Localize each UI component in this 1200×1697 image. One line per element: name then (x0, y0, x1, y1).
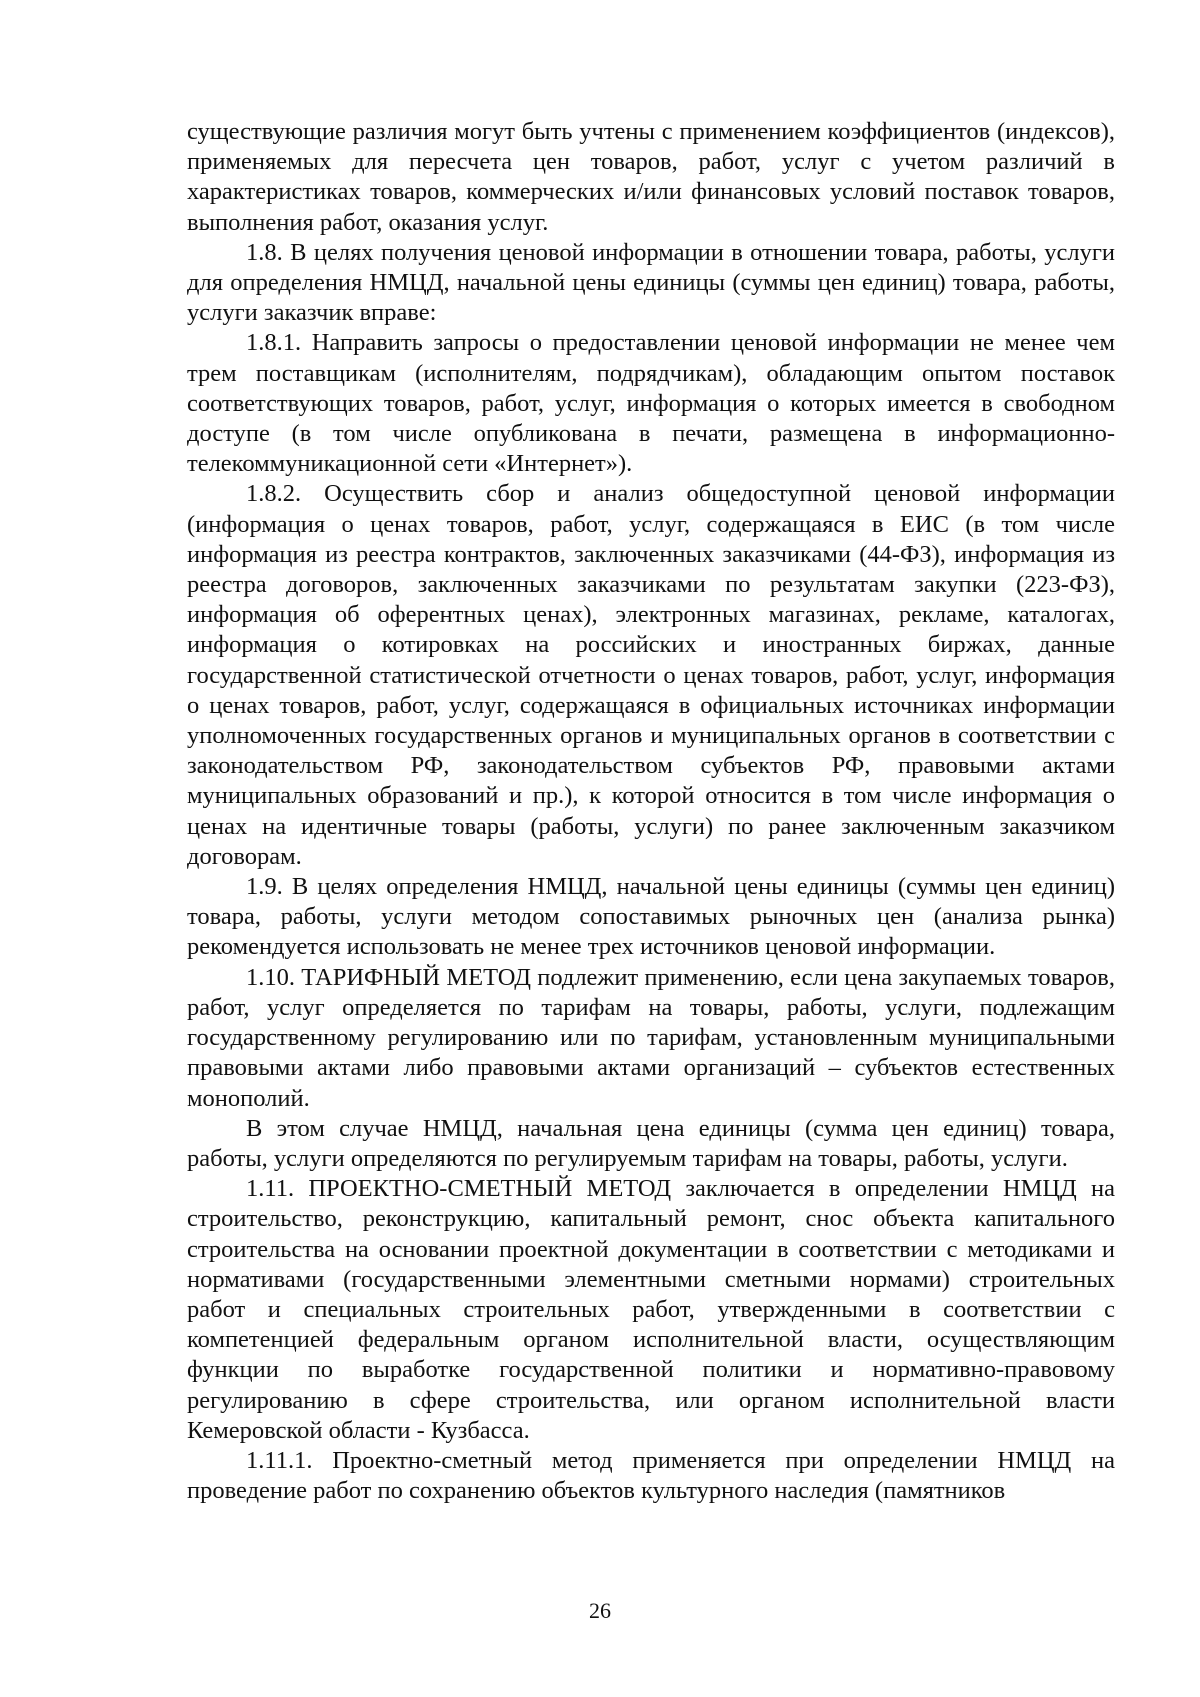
paragraph-1-10: 1.10. ТАРИФНЫЙ МЕТОД подлежит применению, если цена закупаемых товаров, работ, услуг определяется по тарифам на товары, работы, услуги, подлежащим государственному регулированию или по тарифам, установленным муниципальными правовыми актами либо правовыми актами организаций – субъектов естественных монополий. (187, 963, 1115, 1112)
paragraph-1-11: 1.11. ПРОЕКТНО-СМЕТНЫЙ МЕТОД заключается в определении НМЦД на строительство, реконструкцию, капитальный ремонт, снос объекта капитального строительства на основании проектной документации в соответствии с методиками и нормативами (государственными элементными сметными нормами) строительных работ и специальных строительных работ, утвержденными в соответствии с компетенцией федеральным органом исполнительной власти, осуществляющим функции по выработке государственной политики и нормативно-правовому регулированию в сфере строительства, или органом исполнительной власти Кемеровской области - Кузбасса. (187, 1175, 1115, 1444)
paragraph-continuation: существующие различия могут быть учтены с применением коэффициентов (индексов), применяемых для пересчета цен товаров, работ, услуг с учетом различий в характеристиках товаров, коммерческих и/или финансовых условий поставок товаров, выполнения работ, оказания услуг. (187, 118, 1115, 236)
paragraph-1-9: 1.9. В целях определения НМЦД, начальной цены единицы (суммы цен единиц) товара, работы, услуги методом сопоставимых рыночных цен (анализа рынка) рекомендуется использовать не менее трех источников ценовой информации. (187, 873, 1115, 961)
page-number: 26 (589, 1598, 611, 1623)
paragraph-1-8-1: 1.8.1. Направить запросы о предоставлении ценовой информации не менее чем трем поставщикам (исполнителям, подрядчикам), обладающим опытом поставок соответствующих товаров, работ, услуг, информация о которых имеется в свободном доступе (в том числе опубликована в печати, размещена в информационно-телекоммуникационной сети «Интернет»). (187, 329, 1115, 478)
document-body (187, 117, 1115, 1506)
paragraph-1-8-2: 1.8.2. Осуществить сбор и анализ общедоступной ценовой информации (информация о ценах товаров, работ, услуг, содержащаяся в ЕИС (в том числе информация из реестра контрактов, заключенных заказчиками (44-ФЗ), информация из реестра договоров, заключенных заказчиками по результатам закупки (223-ФЗ), информация об оферентных ценах), электронных магазинах, рекламе, каталогах, информация о котировках на российских и иностранных биржах, данные государственной статистической отчетности о ценах товаров, работ, услуг, информация о ценах товаров, работ, услуг, содержащаяся в официальных источниках информации уполномоченных государственных органов и муниципальных органов в соответствии с законодательством РФ, законодательством субъектов РФ, правовыми актами муниципальных образований и пр.), к которой относится в том числе информация о ценах на идентичные товары (работы, услуги) по ранее заключенным заказчиком договорам. (187, 480, 1115, 870)
paragraph-1-11-1: 1.11.1. Проектно-сметный метод применяется при определении НМЦД на проведение работ по сохранению объектов культурного наследия (памятников (187, 1446, 1115, 1505)
paragraph-tariff-case: В этом случае НМЦД, начальная цена единицы (сумма цен единиц) товара, работы, услуги определяются по регулируемым тарифам на товары, работы, услуги. (187, 1114, 1115, 1172)
paragraph-1-8: 1.8. В целях получения ценовой информации в отношении товара, работы, услуги для определения НМЦД, начальной цены единицы (суммы цен единиц) товара, работы, услуги заказчик вправе: (187, 238, 1115, 327)
